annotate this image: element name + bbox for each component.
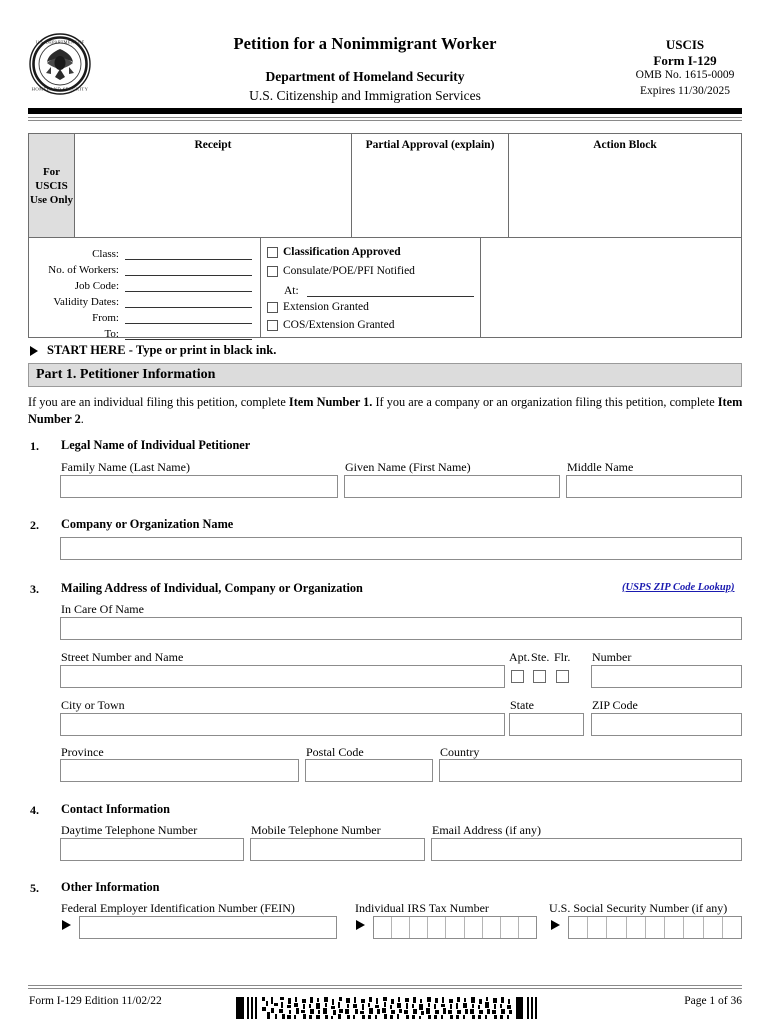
comb-cell[interactable] <box>446 917 464 938</box>
intro-text-2: If you are a company or an organization filing this petition, complete <box>372 395 718 409</box>
fein-input[interactable] <box>79 916 337 939</box>
dhs-seal-icon <box>29 33 91 95</box>
fein-label: Federal Employer Identification Number (FEIN) <box>61 901 295 915</box>
checkbox-consulate-notified[interactable] <box>267 266 278 277</box>
checkbox-row-cos-extension-granted[interactable] <box>267 317 480 334</box>
for-uscis-use-only-label: For USCIS Use Only <box>29 165 74 206</box>
from-label: From: <box>92 312 119 324</box>
comb-cell[interactable] <box>519 917 536 938</box>
agency-name: U.S. Citizenship and Immigration Services <box>249 88 481 103</box>
item-2-title: Company or Organization Name <box>61 517 234 531</box>
middle-name-label: Middle Name <box>567 460 634 474</box>
comb-cell[interactable] <box>627 917 646 938</box>
no-of-workers-input-line[interactable] <box>125 264 252 276</box>
field-row-no-of-workers <box>35 261 260 276</box>
item-3-number: 3. <box>30 582 39 596</box>
city-or-town-input[interactable] <box>60 713 505 736</box>
comb-cell[interactable] <box>374 917 392 938</box>
field-row-class <box>35 245 260 260</box>
start-here-banner <box>30 343 276 358</box>
checkbox-row-consulate-notified[interactable] <box>267 263 480 280</box>
receipt-cell[interactable] <box>75 134 352 238</box>
street-number-and-name-label: Street Number and Name <box>61 650 184 664</box>
flr-label: Flr. <box>554 650 571 664</box>
usps-zip-code-lookup-link[interactable]: (USPS ZIP Code Lookup) <box>622 582 735 593</box>
checkbox-label-cos-extension-granted: COS/Extension Granted <box>283 319 395 331</box>
postal-code-input[interactable] <box>305 759 433 782</box>
page-number-text: Page 1 of 36 <box>684 995 742 1007</box>
checkbox-label-extension-granted: Extension Granted <box>283 300 369 313</box>
form-edition-text: Form I-129 Edition 11/02/22 <box>29 995 162 1007</box>
fein-arrow-icon <box>62 920 71 930</box>
approval-checkboxes-cell <box>261 238 481 338</box>
field-row-to <box>35 325 260 340</box>
action-block-lower-cell[interactable] <box>481 238 741 338</box>
apt-number-label: Number <box>592 650 632 664</box>
uscis-use-only-block <box>28 133 742 338</box>
expiration-date: Expires 11/30/2025 <box>640 84 730 97</box>
city-or-town-label: City or Town <box>61 698 125 712</box>
checkbox-flr[interactable] <box>556 670 569 683</box>
province-label: Province <box>61 745 104 759</box>
header-divider-thin-lower <box>28 120 742 121</box>
checkbox-ste[interactable] <box>533 670 546 683</box>
partial-approval-label: Partial Approval (explain) <box>365 139 495 151</box>
intro-bold-item-number-2: Item Number 2 <box>28 395 743 426</box>
to-input-line[interactable] <box>125 328 252 340</box>
ssn-label: U.S. Social Security Number (if any) <box>549 901 728 915</box>
company-or-organization-name-input[interactable] <box>60 537 742 560</box>
street-number-and-name-input[interactable] <box>60 665 505 688</box>
part-1-header <box>28 363 742 387</box>
zip-code-input[interactable] <box>591 713 742 736</box>
page-header <box>0 0 769 108</box>
comb-cell[interactable] <box>665 917 684 938</box>
given-name-label: Given Name (First Name) <box>345 460 471 474</box>
validity-dates-label: Validity Dates: <box>53 296 119 308</box>
comb-cell[interactable] <box>483 917 501 938</box>
header-divider-thin-upper <box>28 117 742 118</box>
daytime-telephone-label: Daytime Telephone Number <box>61 823 198 837</box>
individual-irs-tax-number-label: Individual IRS Tax Number <box>355 901 489 915</box>
country-label: Country <box>440 745 480 759</box>
comb-cell[interactable] <box>501 917 519 938</box>
state-label: State <box>510 698 534 712</box>
header-divider-thick <box>28 108 742 114</box>
item-1-number: 1. <box>30 439 39 453</box>
apt-number-input[interactable] <box>591 665 742 688</box>
zip-code-label: ZIP Code <box>592 698 638 712</box>
middle-name-input[interactable] <box>566 475 742 498</box>
action-block-label: Action Block <box>593 139 657 151</box>
comb-cell[interactable] <box>684 917 703 938</box>
comb-cell[interactable] <box>723 917 741 938</box>
intro-text-1: If you are an individual filing this petition, complete <box>28 395 289 409</box>
individual-irs-tax-number-input[interactable] <box>373 916 537 939</box>
field-row-from <box>35 309 260 324</box>
checkbox-row-classification-approved[interactable] <box>267 244 480 261</box>
for-uscis-use-only-cell <box>29 134 75 238</box>
svg-text:U.S. DEPARTMENT OF: U.S. DEPARTMENT OF <box>35 39 85 45</box>
family-name-label: Family Name (Last Name) <box>61 460 190 474</box>
apt-label: Apt. <box>509 650 530 664</box>
part-1-heading: Part 1. Petitioner Information <box>36 367 216 382</box>
checkbox-label-consulate-notified: Consulate/POE/PFI Notified <box>283 264 415 277</box>
comb-cell[interactable] <box>704 917 723 938</box>
pdf417-barcode-icon <box>236 997 546 1019</box>
intro-bold-item-number-1: Item Number 1. <box>288 395 373 409</box>
page-title: Petition for a Nonimmigrant Worker <box>233 34 497 53</box>
partial-approval-cell[interactable] <box>352 134 509 238</box>
comb-cell[interactable] <box>646 917 665 938</box>
at-input-line[interactable] <box>307 285 474 297</box>
comb-cell[interactable] <box>569 917 588 938</box>
state-input[interactable] <box>509 713 584 736</box>
item-3-title: Mailing Address of Individual, Company or Organization <box>61 581 363 595</box>
ste-label: Ste. <box>531 650 550 664</box>
intro-text-3: . <box>80 411 84 426</box>
triangle-right-icon <box>30 346 38 356</box>
item-1-title: Legal Name of Individual Petitioner <box>61 438 251 452</box>
form-number: Form I-129 <box>653 52 717 68</box>
comb-cell[interactable] <box>428 917 446 938</box>
no-of-workers-label: No. of Workers: <box>48 264 119 276</box>
family-name-input[interactable] <box>60 475 338 498</box>
department-name: Department of Homeland Security <box>265 69 465 84</box>
mobile-telephone-input[interactable] <box>250 838 425 861</box>
field-row-job-code <box>35 277 260 292</box>
job-code-input-line[interactable] <box>125 280 252 292</box>
checkbox-cos-extension-granted[interactable] <box>267 320 278 331</box>
checkbox-row-extension-granted[interactable] <box>267 299 480 316</box>
item-4-number: 4. <box>30 803 39 817</box>
svg-text:HOMELAND SECURITY: HOMELAND SECURITY <box>31 86 89 92</box>
action-block-cell[interactable] <box>509 134 741 238</box>
item-4-title: Contact Information <box>61 802 170 816</box>
comb-cell[interactable] <box>607 917 626 938</box>
omb-number: OMB No. 1615-0009 <box>635 69 735 81</box>
validity-dates-input-line[interactable] <box>125 296 252 308</box>
class-input-line[interactable] <box>125 248 252 260</box>
postal-code-label: Postal Code <box>306 745 364 759</box>
class-label: Class: <box>92 248 119 260</box>
checkbox-classification-approved[interactable] <box>267 247 278 258</box>
ssn-input[interactable] <box>568 916 742 939</box>
item-5-number: 5. <box>30 881 39 895</box>
classification-fields-cell <box>29 238 261 338</box>
checkbox-label-classification-approved: Classification Approved <box>283 246 401 258</box>
header-titles <box>120 34 610 104</box>
in-care-of-name-input[interactable] <box>60 617 742 640</box>
footer-divider-upper <box>28 985 742 986</box>
province-input[interactable] <box>60 759 299 782</box>
at-label: At: <box>284 285 299 297</box>
start-here-text: START HERE - Type or print in black ink. <box>47 343 277 357</box>
checkbox-apt[interactable] <box>511 670 524 683</box>
daytime-telephone-input[interactable] <box>60 838 244 861</box>
email-address-label: Email Address (if any) <box>432 823 541 837</box>
email-address-input[interactable] <box>431 838 742 861</box>
item-2-number: 2. <box>30 518 39 532</box>
comb-cell[interactable] <box>410 917 428 938</box>
at-field-row <box>267 281 480 297</box>
job-code-label: Job Code: <box>74 280 119 292</box>
comb-cell[interactable] <box>465 917 483 938</box>
given-name-input[interactable] <box>344 475 560 498</box>
item-5-title: Other Information <box>61 880 160 894</box>
field-row-validity-dates <box>35 293 260 308</box>
to-label: To: <box>104 328 119 340</box>
comb-cell[interactable] <box>392 917 410 938</box>
ssn-arrow-icon <box>551 920 560 930</box>
mobile-telephone-label: Mobile Telephone Number <box>251 823 381 837</box>
agency-abbrev: USCIS <box>665 37 705 52</box>
part-1-instructions <box>28 394 744 427</box>
footer-divider-lower <box>28 988 742 989</box>
receipt-label: Receipt <box>194 139 232 151</box>
in-care-of-name-label: In Care Of Name <box>61 602 144 616</box>
from-input-line[interactable] <box>125 312 252 324</box>
irs-arrow-icon <box>356 920 365 930</box>
form-identity-block <box>610 37 760 99</box>
country-input[interactable] <box>439 759 742 782</box>
checkbox-extension-granted[interactable] <box>267 302 278 313</box>
comb-cell[interactable] <box>588 917 607 938</box>
